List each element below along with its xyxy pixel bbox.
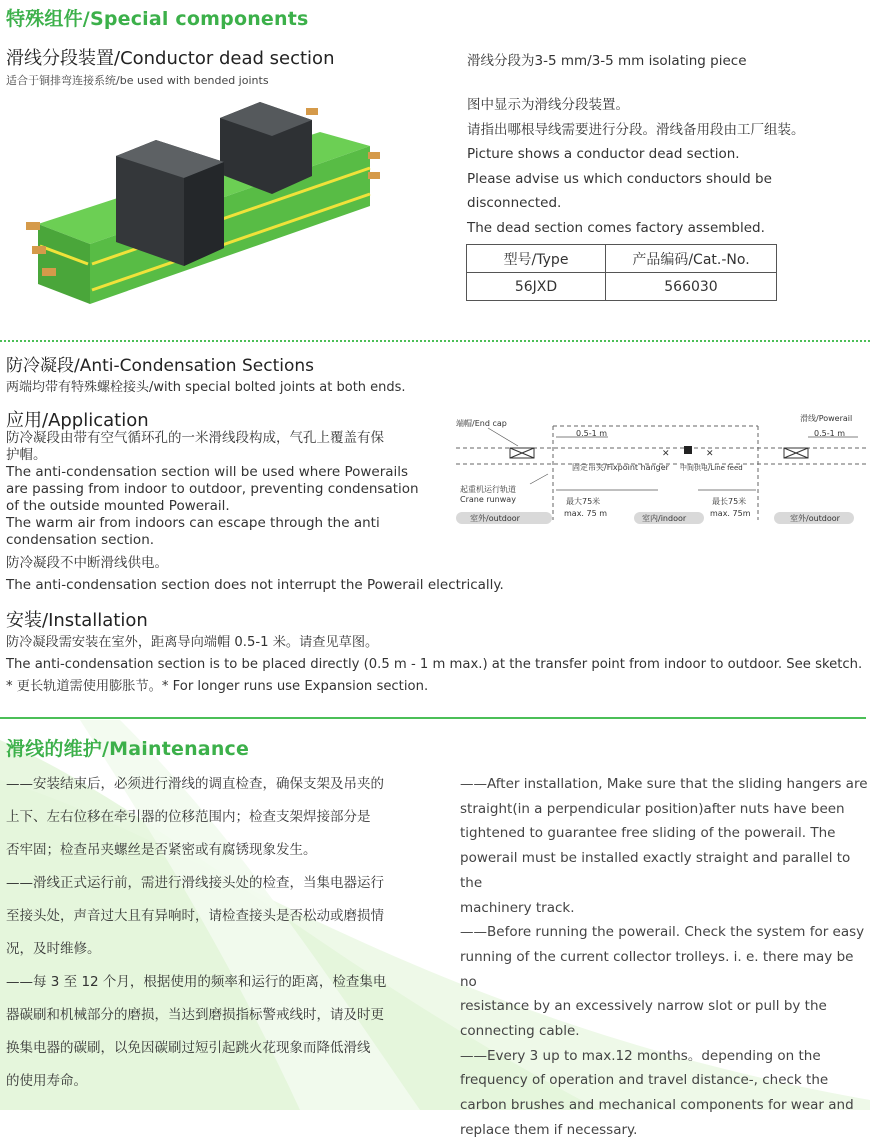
maintenance-en-line: powerail must be installed exactly straight and parallel to the — [460, 850, 851, 891]
application-line: condensation section. — [6, 532, 155, 548]
table-cell-cat: 566030 — [606, 273, 777, 301]
maintenance-cn-line: 否牢固；检查吊夹螺丝是否紧密或有腐锈现象发生。 — [6, 842, 317, 858]
maintenance-en-line: machinery track. — [460, 899, 575, 916]
sketch-indoor: 室内/indoor — [642, 514, 687, 523]
application-line: are passing from indoor to outdoor, preventing condensation — [6, 481, 419, 497]
maintenance-en-line: ——Every 3 up to max.12 months。depending on the — [460, 1047, 821, 1064]
sketch-outdoor-right: 室外/outdoor — [790, 514, 840, 523]
maintenance-cn-line: ——安装结束后，必须进行滑线的调直检查，确保支架及吊夹的 — [6, 776, 384, 792]
maintenance-cn-line: 上下、左右位移在牵引器的位移范围内；检查支架焊接部分是 — [6, 809, 371, 825]
maintenance-en-text — [460, 772, 868, 1143]
description-line: 请指出哪根导线需要进行分段。滑线备用段由工厂组装。 — [467, 121, 805, 138]
table-row — [467, 273, 777, 301]
dead-section-subtitle: 适合于铜排弯连接系统/be used with bended joints — [6, 74, 269, 87]
dead-section-title: 滑线分段装置/Conductor dead section — [6, 48, 335, 69]
installation-title: 安装/Installation — [6, 610, 148, 631]
application-line: 防冷凝段由带有空气循环孔的一米滑线段构成，气孔上覆盖有保 — [6, 430, 384, 446]
sketch-crane-runway-cn: 起重机运行轨道 — [460, 485, 516, 494]
sketch-max-right-cn: 最长75米 — [712, 497, 747, 506]
maintenance-cn-line: 至接头处，声音过大且有异响时，请检查接头是否松动或磨损情 — [6, 908, 384, 924]
description-line: The dead section comes factory assembled. — [467, 219, 765, 236]
sketch-max-left-cn: 最大75米 — [566, 497, 601, 506]
conductor-dead-section-photo — [20, 96, 390, 306]
page-title: 特殊组件/Special components — [6, 8, 309, 30]
application-line: 防冷凝段不中断滑线供电。 — [6, 555, 168, 571]
maintenance-cn-line: 换集电器的碳刷，以免因碳刷过短引起跳火花现象而降低滑线 — [6, 1040, 371, 1056]
installation-line: * 更长轨道需使用膨胀节。* For longer runs use Expansion section. — [6, 679, 429, 694]
maintenance-cn-line: ——滑线正式运行前，需进行滑线接头处的检查，当集电器运行 — [6, 875, 384, 891]
maintenance-en-line: running of the current collector trolleys. i. e. there may be no — [460, 948, 854, 990]
sketch-outdoor-left: 室外/outdoor — [470, 514, 520, 523]
section-divider — [0, 340, 870, 342]
maintenance-en-line: replace them if necessary. — [460, 1121, 638, 1138]
application-line: of the outside mounted Powerail. — [6, 498, 230, 514]
sketch-max-left-en: max. 75 m — [564, 509, 608, 518]
maintenance-cn-line: 器碳刷和机械部分的磨损，当达到磨损指标警戒线时，请及时更 — [6, 1007, 384, 1023]
sketch-end-cap: 端帽/End cap — [456, 419, 507, 428]
description-line: Picture shows a conductor dead section. — [467, 146, 740, 162]
application-line: 护帽。 — [6, 447, 47, 463]
maintenance-title: 滑线的维护/Maintenance — [6, 738, 250, 760]
maintenance-en-line: carbon brushes and mechanical components for wear and — [460, 1097, 854, 1114]
sketch-dist-right: 0.5-1 m — [814, 429, 846, 438]
maintenance-en-line: resistance by an excessively narrow slot or pull by the — [460, 998, 827, 1015]
table-header-cat: 产品编码/Cat.-No. — [606, 245, 777, 273]
table-header-row — [467, 245, 777, 273]
maintenance-en-line: ——Before running the powerail. Check the system for easy — [460, 924, 865, 941]
catalog-table — [466, 244, 777, 301]
svg-text:✕: ✕ — [662, 449, 670, 459]
maintenance-en-line: ——After installation, Make sure that the sliding hangers are — [460, 776, 868, 792]
maintenance-cn-line: ——每 3 至 12 个月，根据使用的频率和运行的距离，检查集电 — [6, 974, 387, 990]
spec-line: 滑线分段为3-5 mm/3-5 mm isolating piece — [467, 53, 747, 69]
description-line: 图中显示为滑线分段装置。 — [467, 97, 629, 113]
maintenance-cn-text — [6, 768, 436, 1098]
table-header-type: 型号/Type — [467, 245, 606, 273]
svg-text:✕: ✕ — [706, 449, 714, 459]
dead-section-description — [467, 93, 870, 240]
sketch-powerail: 滑线/Powerail — [800, 414, 853, 423]
sketch-dist-left: 0.5-1 m — [576, 429, 608, 438]
description-line: Please advise us which conductors should be disconnected. — [467, 170, 772, 211]
section-divider — [0, 717, 866, 719]
anti-condensation-title: 防冷凝段/Anti-Condensation Sections — [6, 356, 314, 376]
maintenance-en-line: frequency of operation and travel distance-, check the — [460, 1072, 829, 1089]
anti-condensation-subtitle: 两端均带有特殊螺栓接头/with special bolted joints at both ends. — [6, 380, 406, 395]
maintenance-en-line: tightened to guarantee free sliding of the powerail. The — [460, 825, 836, 842]
installation-line: 防冷凝段需安装在室外，距离导向端帽 0.5-1 米。请查见草图。 — [6, 635, 379, 650]
sketch-fixpoint: 固定吊夹/Fixpoint hanger — [572, 463, 669, 472]
installation-line: The anti-condensation section is to be placed directly (0.5 m - 1 m max.) at the transfer point from indoor to outdoor. See sketch. — [6, 657, 863, 672]
application-text — [6, 430, 426, 549]
application-line: The anti-condensation section will be used where Powerails — [6, 464, 409, 480]
maintenance-cn-line: 的使用寿命。 — [6, 1073, 87, 1089]
installation-text — [6, 632, 862, 698]
application-line: The anti-condensation section does not interrupt the Powerail electrically. — [6, 577, 504, 593]
application-title: 应用/Application — [6, 410, 149, 431]
maintenance-cn-line: 况，及时维修。 — [6, 941, 101, 957]
maintenance-en-line: straight(in a perpendicular position)after nuts have been — [460, 800, 845, 817]
maintenance-en-line: connecting cable. — [460, 1023, 580, 1040]
sketch-line-feed: 中间供电/Line feed — [680, 464, 743, 472]
application-line: The warm air from indoors can escape through the anti — [6, 515, 380, 531]
anti-condensation-sketch — [448, 412, 868, 532]
sketch-crane-runway-en: Crane runway — [460, 495, 516, 504]
sketch-max-right-en: max. 75m — [710, 509, 751, 518]
table-cell-type: 56JXD — [467, 273, 606, 301]
